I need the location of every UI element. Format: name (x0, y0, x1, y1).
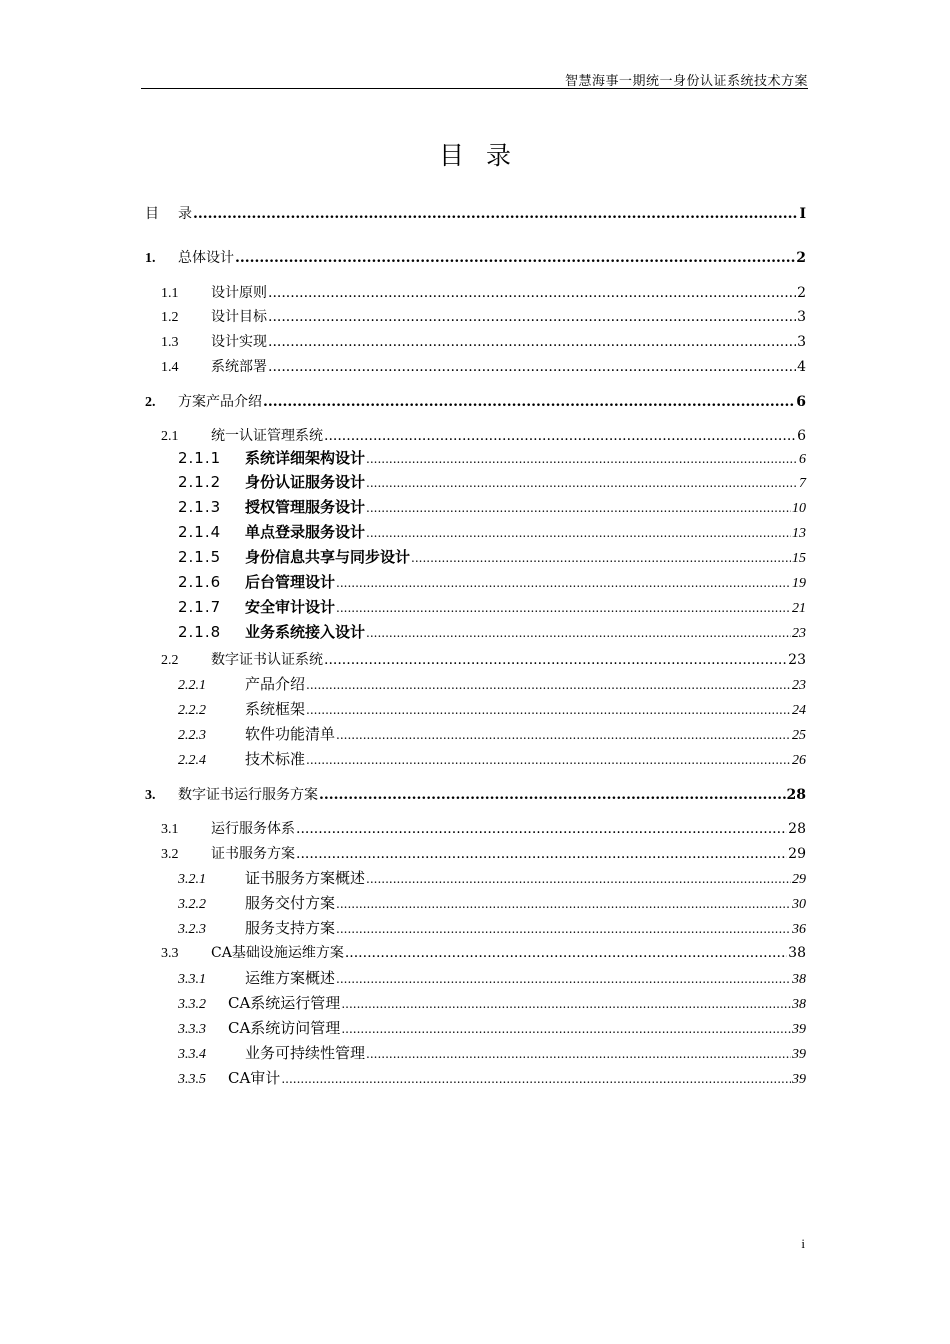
toc-entry-number: 1. (145, 251, 156, 266)
toc-leader (268, 334, 796, 350)
toc-entry[interactable] (145, 391, 806, 411)
toc-title: 目录 (438, 141, 533, 170)
toc-entry-label: 证书服务方案概述 (245, 869, 366, 887)
toc-entry[interactable] (178, 892, 806, 913)
toc-entry-label: CA基础设施运维方案 (211, 945, 344, 961)
toc-entry-page: 29 (788, 846, 806, 862)
toc-leader (336, 972, 791, 986)
toc-leader (336, 728, 791, 742)
toc-entry-number: 2.2 (161, 653, 179, 668)
toc-entry-page: 6 (796, 394, 806, 410)
toc-leader (296, 821, 787, 837)
toc-entry-number: 3.3.4 (178, 1047, 206, 1062)
toc-entry-page: 23 (792, 626, 806, 641)
toc-entry[interactable] (178, 496, 806, 517)
toc-entry-number: 2.1.3 (178, 498, 222, 516)
toc-entry-page: 3 (797, 334, 806, 350)
toc-entry-label: 方案产品介绍 (178, 394, 262, 410)
toc-entry-page: 2 (797, 285, 806, 301)
toc-entry-number: 3.3.3 (178, 1022, 206, 1037)
toc-leader (268, 285, 796, 301)
toc-entry-label: 系统详细架构设计 (245, 449, 366, 467)
toc-entry-page: 2 (796, 250, 806, 266)
toc-entry-label: 统一认证管理系统 (211, 428, 323, 444)
toc-leader (296, 846, 787, 862)
toc-entry[interactable] (161, 282, 806, 302)
toc-entry[interactable] (178, 992, 806, 1013)
toc-entry-page: 28 (788, 821, 806, 837)
toc-leader (306, 703, 791, 717)
toc-entry[interactable] (178, 1017, 806, 1038)
toc-entry-label: 设计实现 (211, 334, 267, 350)
toc-entry-label: 总体设计 (178, 250, 234, 266)
toc-entry[interactable] (161, 942, 806, 962)
toc-entry-number: 1.4 (161, 360, 179, 375)
toc-leader (193, 206, 798, 222)
toc-entry-page: 39 (792, 1047, 806, 1062)
toc-entry-number: 3.3.2 (178, 997, 206, 1012)
toc-entry-label: 软件功能清单 (245, 725, 336, 743)
toc-entry-label: 设计目标 (211, 309, 267, 325)
document-header-title: 智慧海事一期统一身份认证系统技术方案 (564, 74, 808, 89)
toc-entry-page: 26 (792, 753, 806, 768)
toc-entry-page: 39 (792, 1072, 806, 1087)
toc-leader (366, 1047, 791, 1061)
toc-entry-page: 15 (792, 551, 806, 566)
toc-entry-number: 2.1.5 (178, 548, 222, 566)
toc-entry-number: 2.2.2 (178, 703, 206, 718)
toc-leader (336, 576, 791, 590)
header-rule (141, 88, 808, 89)
toc-entry-label: 身份认证服务设计 (245, 473, 366, 491)
toc-entry-page: 30 (792, 897, 806, 912)
toc-entry-number: 2.1.6 (178, 573, 222, 591)
toc-entry-label: 服务支持方案 (245, 919, 336, 937)
toc-entry-page: 3 (797, 309, 806, 325)
toc-entry-number: 2.1 (161, 429, 179, 444)
toc-entry-number: 2.2.3 (178, 728, 206, 743)
toc-entry[interactable] (178, 471, 806, 492)
toc-entry-number: 2.1.4 (178, 523, 222, 541)
toc-entry-number: 3.2 (161, 847, 179, 862)
footer-page-number: i (801, 1236, 805, 1251)
toc-entry-number: 1.1 (161, 286, 179, 301)
toc-leader (268, 309, 796, 325)
toc-entry-page: 38 (792, 997, 806, 1012)
toc-leader (319, 787, 786, 803)
toc-leader (268, 359, 796, 375)
toc-entry[interactable] (178, 917, 806, 938)
toc-entry-label: 产品介绍 (245, 675, 306, 693)
toc-entry-label: 证书服务方案 (211, 846, 295, 862)
toc-entry[interactable] (178, 698, 806, 719)
toc-entry[interactable] (178, 1042, 806, 1063)
toc-entry-number: 2.1.8 (178, 623, 222, 641)
toc-entry-number: 2.1.7 (178, 598, 222, 616)
toc-entry-page: 13 (792, 526, 806, 541)
toc-entry-number: 1.3 (161, 335, 179, 350)
toc-entry-page: I (799, 206, 806, 222)
toc-entry[interactable] (178, 447, 806, 468)
toc-leader (235, 250, 795, 266)
toc-entry-number: 3.2.2 (178, 897, 206, 912)
toc-entry-number: 2. (145, 395, 156, 410)
toc-entry[interactable] (161, 649, 806, 669)
toc-entry[interactable] (178, 571, 806, 592)
toc-leader (336, 897, 791, 911)
toc-entry[interactable] (178, 748, 806, 769)
toc-entry[interactable] (161, 331, 806, 351)
toc-entry[interactable] (145, 784, 806, 804)
toc-entry-page: 23 (792, 678, 806, 693)
toc-entry[interactable] (178, 546, 806, 567)
toc-entry[interactable] (178, 967, 806, 988)
toc-leader (306, 753, 791, 767)
toc-entry-page: 24 (792, 703, 806, 718)
toc-entry-label: 设计原则 (211, 285, 267, 301)
toc-leader (411, 551, 791, 565)
toc-entry-page: 4 (797, 359, 806, 375)
toc-entry-page: 6 (799, 452, 806, 467)
toc-entry-page: 19 (792, 576, 806, 591)
toc-entry-label: 授权管理服务设计 (245, 498, 366, 516)
toc-entry-number: 3.3.5 (178, 1072, 206, 1087)
toc-entry-page: 39 (792, 1022, 806, 1037)
toc-leader (345, 945, 787, 961)
toc-leader (366, 476, 798, 490)
toc-entry-label: CA系统访问管理 (228, 1019, 341, 1037)
toc-entry-number: 2.1.2 (178, 473, 222, 491)
toc-entry[interactable] (178, 596, 806, 617)
toc-entry-number: 3.2.3 (178, 922, 206, 937)
toc-entry-label: 服务交付方案 (245, 894, 336, 912)
toc-entry-number: 2.2.4 (178, 753, 206, 768)
toc-entry-label: 系统框架 (245, 700, 306, 718)
toc-leader (336, 922, 791, 936)
toc-leader (324, 652, 787, 668)
toc-entry[interactable] (161, 425, 806, 445)
toc-leader (366, 626, 791, 640)
toc-entry[interactable] (178, 723, 806, 744)
toc-leader (341, 1022, 791, 1036)
toc-entry[interactable] (178, 867, 806, 888)
toc-entry-page: 21 (792, 601, 806, 616)
toc-entry-number: 2.1.1 (178, 449, 222, 467)
toc-entry[interactable] (178, 521, 806, 542)
toc-entry-label: 安全审计设计 (245, 598, 336, 616)
toc-entry-label: 数字证书运行服务方案 (178, 787, 318, 803)
toc-entry-page: 7 (799, 476, 806, 491)
toc-leader (366, 501, 791, 515)
toc-entry-page: 28 (786, 787, 806, 803)
toc-entry-number: 3.3 (161, 946, 179, 961)
toc-entry[interactable] (161, 306, 806, 326)
toc-leader (263, 394, 795, 410)
toc-entry-page: 38 (792, 972, 806, 987)
toc-entry-label: CA审计 (228, 1069, 281, 1087)
toc-entry-page: 29 (792, 872, 806, 887)
toc-leader (366, 526, 791, 540)
toc-entry-number: 3.1 (161, 822, 179, 837)
toc-entry-page: 36 (792, 922, 806, 937)
toc-entry-label: 技术标准 (245, 750, 306, 768)
toc-entry[interactable] (145, 247, 806, 267)
toc-leader (366, 452, 798, 466)
toc-leader (306, 678, 791, 692)
toc-entry-page: 38 (788, 945, 806, 961)
toc-entry-label: 系统部署 (211, 359, 267, 375)
toc-entry[interactable] (178, 1067, 806, 1088)
toc-entry-label: CA系统运行管理 (228, 994, 341, 1012)
toc-entry-page: 10 (792, 501, 806, 516)
toc-entry-number: 1.2 (161, 310, 179, 325)
toc-entry[interactable] (178, 673, 806, 694)
toc-entry-number: 目 (145, 207, 159, 222)
toc-entry[interactable] (145, 203, 806, 223)
toc-entry-label: 运行服务体系 (211, 821, 295, 837)
toc-entry-label: 业务可持续性管理 (245, 1044, 366, 1062)
toc-leader (336, 601, 791, 615)
toc-entry-label: 业务系统接入设计 (245, 623, 366, 641)
toc-entry-number: 3.2.1 (178, 872, 206, 887)
toc-entry-label: 数字证书认证系统 (211, 652, 323, 668)
toc-entry-label: 录 (178, 206, 192, 222)
toc-entry[interactable] (178, 621, 806, 642)
toc-leader (324, 428, 796, 444)
toc-entry-page: 23 (788, 652, 806, 668)
toc-entry[interactable] (161, 818, 806, 838)
toc-entry-page: 25 (792, 728, 806, 743)
toc-leader (281, 1072, 791, 1086)
toc-entry-page: 6 (797, 428, 806, 444)
toc-leader (366, 872, 791, 886)
toc-entry-label: 身份信息共享与同步设计 (245, 548, 411, 566)
toc-leader (341, 997, 791, 1011)
toc-entry-number: 2.2.1 (178, 678, 206, 693)
toc-entry[interactable] (161, 356, 806, 376)
toc-entry-number: 3.3.1 (178, 972, 206, 987)
toc-entry-label: 后台管理设计 (245, 573, 336, 591)
toc-entry-label: 单点登录服务设计 (245, 523, 366, 541)
toc-entry-label: 运维方案概述 (245, 969, 336, 987)
toc-entry-number: 3. (145, 788, 156, 803)
toc-entry[interactable] (161, 843, 806, 863)
